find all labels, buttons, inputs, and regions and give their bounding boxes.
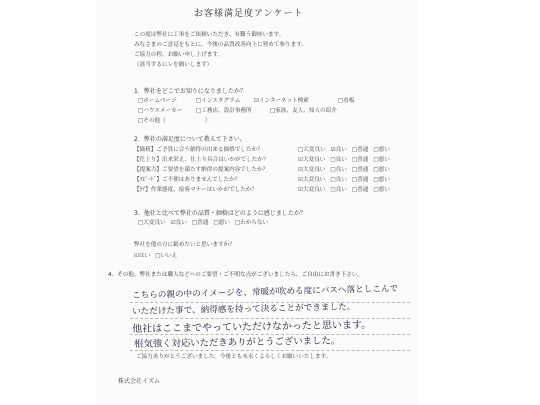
rating-option[interactable]: □悪い [213,220,230,226]
writing-line [130,350,410,351]
rating-option[interactable]: □普通 [351,187,369,193]
handwritten-comment-line-2: いただけた事で、納得感を持って決ることができました。 [131,302,356,317]
handwritten-comment-line-1: こちらの親の中のイメージを、常暖が吹める度にパスへ落としこんで [131,284,399,301]
intro-line-3: ご協力の程、お願い申し上げます。 [134,52,224,58]
rating-option[interactable]: ☑大変良い [298,177,326,183]
rating-option[interactable]: □良い [330,187,347,193]
q1-option-referral[interactable]: □家族、友人、知人の紹介 [270,108,337,114]
handwritten-comment-line-4: 根気強く対応いただきありがとうございました。 [133,335,341,350]
q1-option-builder[interactable]: □工務店、設計事務所 [196,108,252,114]
rating-option[interactable]: □いいえ [155,253,178,259]
page-title: お客様満足度アンケート [194,9,304,19]
rating-option[interactable]: □大変良い [138,220,166,226]
rating-option[interactable]: □悪い [373,157,390,163]
q2-row-price-label: 【価格】ご予算に合う納得の出来る価格でしたか？ [134,147,263,153]
handwritten-comment-line-3: 他社はここまでやっていただけなかったと思います。 [131,319,372,335]
rating-option[interactable]: □普通 [351,167,369,173]
q2-row-proposal-options[interactable] [298,167,395,174]
q1-question: 1．弊社をどこでお知りになりましたか？ [134,88,246,95]
q1-option-homepage[interactable]: □ホームページ [138,98,177,104]
q2-row-price-options[interactable] [298,147,395,154]
rating-option[interactable]: □悪い [373,167,390,173]
rating-option[interactable]: □わからない [234,220,269,226]
rating-option[interactable]: □普通 [351,147,369,153]
rating-option[interactable]: □悪い [373,177,390,183]
recommend-options[interactable] [134,253,182,260]
rating-option[interactable]: □普通 [351,157,369,163]
rating-option[interactable]: □大変良い [298,147,326,153]
rating-option[interactable]: □良い [330,167,347,173]
rating-option[interactable]: ☑良い [330,147,347,153]
q1-option-signboard[interactable]: □看板 [338,98,355,104]
rating-option[interactable]: ☑良い [170,220,187,226]
q1-option-housemaker[interactable]: □ハウスメーカー [138,108,183,114]
rating-option[interactable]: □良い [330,157,347,163]
rating-option[interactable]: □普通 [351,177,369,183]
rating-option[interactable]: ☑大変良い [298,157,326,163]
q2-row-finish-options[interactable] [298,157,395,164]
intro-line-2: みなさまのご意見をもとに、今後の品質改善向上に努めて参ります。 [134,42,307,48]
q2-row-care-options[interactable] [298,187,395,194]
q2-row-speed-label: 【ｽﾋﾟｰﾄﾞ】ご不便はありませんでしたか？ [134,177,241,183]
rating-option[interactable]: ☑大変良い [298,167,326,173]
rating-option[interactable]: □悪い [373,147,390,153]
q1-option-other[interactable]: □その他（ ） [138,118,211,124]
q1-option-instagram[interactable]: □インスタグラム [196,98,241,104]
q2-row-proposal-label: 【提案力】ご要望を満たす納得の提案内容でしたか？ [134,167,269,173]
q2-row-care-label: 【ｹｱ】作業態度、接客マナーはいかがでしたか？ [134,187,258,193]
intro-line-1: この度は弊社に工事をご依頼いただき、有難う御座います。 [134,32,285,38]
q4-question: 4．その他、弊社または職人などへのご要望・ご不明な点がございましたら、ご自由にお書き下さい。 [108,272,364,278]
q1-option-internet[interactable]: ☑インターネット検索 [254,98,309,104]
rating-option[interactable]: ☑大変良い [298,187,326,193]
company-name: 株式会社イズム [118,378,160,385]
intro-line-4: （該当するにレを願いします） [134,62,213,68]
rating-option[interactable]: □悪い [373,187,390,193]
q2-question: 2．弊社の満足度について教えて下さい。 [134,136,246,143]
q3-options[interactable] [138,220,273,227]
q2-row-speed-options[interactable] [298,177,395,184]
closing-message: ご協力ありがとうございました。今後とも末永くよろしくお願いいたします。 [136,354,332,360]
q2-row-finish-label: 【仕上り】出来栄え、仕上り具合はいかがでしたか？ [134,157,269,163]
q3-question: 3．他社と比べて弊社の品質・価格はどのように感じましたか？ [134,210,306,217]
rating-option[interactable]: □良い [330,177,347,183]
recommend-question: 弊社を他の方に勧めたいと思いますか？ [134,242,235,248]
rating-option[interactable]: ☑はい [134,253,151,259]
rating-option[interactable]: □普通 [191,220,209,226]
